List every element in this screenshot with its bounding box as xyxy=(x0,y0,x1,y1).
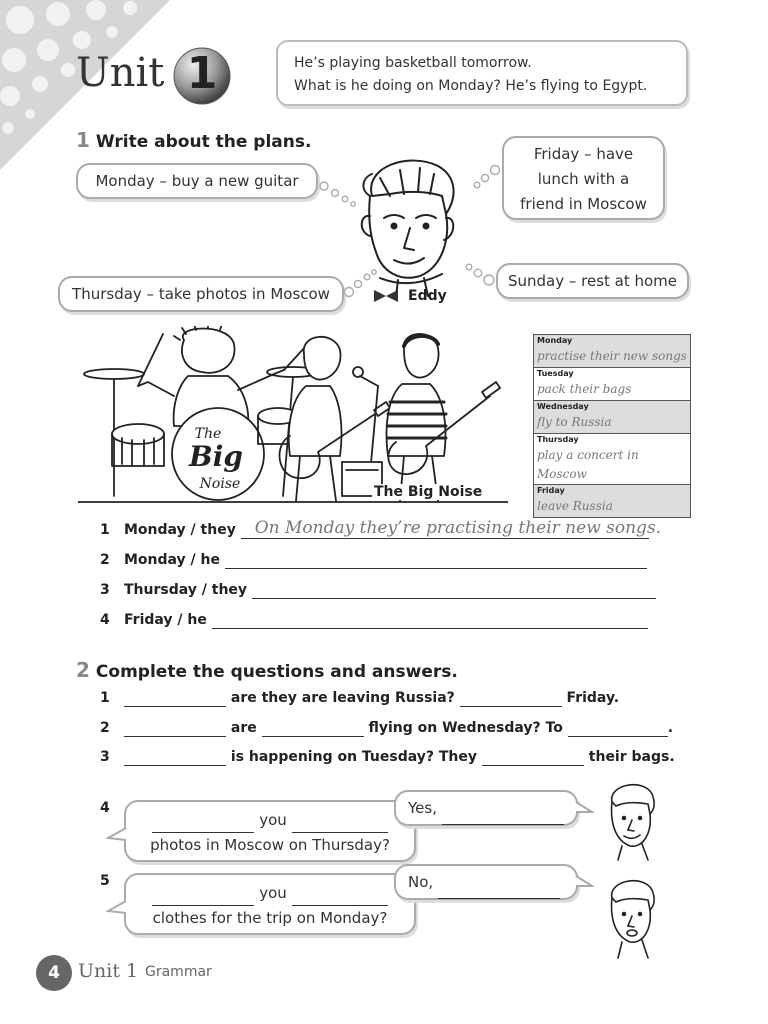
item-number: 3 xyxy=(100,749,110,765)
exercise-2-item xyxy=(100,690,700,707)
item-prompt: Monday / they xyxy=(124,522,236,538)
exercise-1-item xyxy=(100,518,662,539)
exercise-2-title: Complete the questions and answers. xyxy=(95,662,458,682)
eddy-illustration xyxy=(350,156,470,306)
grammar-example-box xyxy=(276,40,688,106)
blank[interactable] xyxy=(482,749,584,766)
exercise-1-title: Write about the plans. xyxy=(95,132,312,152)
exercise-1-number: 1 xyxy=(76,128,90,152)
item-number: 2 xyxy=(100,720,110,736)
item-number: 5 xyxy=(100,873,110,889)
schedule-table xyxy=(533,334,691,518)
answer-line[interactable] xyxy=(252,582,656,599)
band-label: The Big Noise xyxy=(374,484,483,500)
bubble-friday: Friday – have lunch with a friend in Moscow xyxy=(502,136,665,220)
blank[interactable] xyxy=(442,792,564,825)
schedule-row xyxy=(534,368,691,401)
schedule-row xyxy=(534,335,691,368)
schedule-day: Wednesday xyxy=(537,402,589,411)
page-number: 4 xyxy=(36,955,72,991)
item-text: their bags. xyxy=(588,749,675,765)
exercise-1-item xyxy=(100,612,660,629)
drum-text-line-1: The xyxy=(194,426,222,442)
eddy-face-small xyxy=(598,780,662,862)
schedule-plan: leave Russia xyxy=(537,499,613,513)
blank[interactable] xyxy=(124,690,226,707)
bubble-text: clothes for the trip on Monday? xyxy=(152,909,388,927)
schedule-plan: fly to Russia xyxy=(537,415,612,429)
bubble-text: Yes, xyxy=(408,799,437,817)
speech-tail xyxy=(574,800,594,816)
blank[interactable] xyxy=(460,690,562,707)
drum-text-line-2: Big xyxy=(189,440,243,473)
blank[interactable] xyxy=(152,808,254,833)
schedule-plan: pack their bags xyxy=(537,382,632,396)
item-prompt: Friday / he xyxy=(124,612,207,628)
schedule-plan: practise their new songs xyxy=(537,349,687,363)
footer-unit: Unit 1 xyxy=(78,960,139,982)
blank[interactable] xyxy=(262,720,364,737)
bubble-sunday: Sunday – rest at home xyxy=(496,263,689,299)
unit-number-badge xyxy=(172,46,232,106)
bubble-text: you xyxy=(259,811,287,829)
bubble-thursday: Thursday – take photos in Moscow xyxy=(58,276,344,312)
exercise-1-item xyxy=(100,552,660,569)
question-bubble-4 xyxy=(124,800,416,862)
exercise-2-heading xyxy=(76,658,458,682)
thought-dots-friday xyxy=(470,163,502,193)
grammar-line-1: He’s playing basketball tomorrow. xyxy=(294,55,532,71)
schedule-day: Tuesday xyxy=(537,369,574,378)
unit-number: 1 xyxy=(186,48,218,99)
item-text: Friday. xyxy=(566,690,620,706)
item-number: 4 xyxy=(100,800,110,816)
blank[interactable] xyxy=(124,720,226,737)
schedule-row xyxy=(534,434,691,485)
unit-title: Unit xyxy=(76,50,165,96)
answer-bubble-5 xyxy=(394,864,578,900)
blank[interactable] xyxy=(568,720,668,737)
speech-tail xyxy=(574,874,594,890)
item-prompt: Thursday / they xyxy=(124,582,248,598)
schedule-day: Friday xyxy=(537,486,565,495)
drum-text-line-3: Noise xyxy=(199,476,241,492)
exercise-1-heading xyxy=(76,128,311,152)
item-number: 1 xyxy=(100,690,110,706)
exercise-2-number: 2 xyxy=(76,658,90,682)
blank[interactable] xyxy=(292,881,388,906)
exercise-1-item xyxy=(100,582,660,599)
exercise-2-item xyxy=(100,720,720,737)
answer-line[interactable] xyxy=(225,552,647,569)
item-text: are xyxy=(230,720,257,736)
item-text: are they are leaving Russia? xyxy=(230,690,455,706)
speech-tail xyxy=(106,826,128,842)
item-number: 4 xyxy=(100,612,110,628)
blank[interactable] xyxy=(438,866,560,899)
item-number: 1 xyxy=(100,522,110,538)
blank[interactable] xyxy=(292,808,388,833)
item-text: flying on Wednesday? To xyxy=(368,720,563,736)
schedule-day: Monday xyxy=(537,336,573,345)
eddy-face-small-2 xyxy=(598,876,662,960)
speech-tail xyxy=(106,899,128,915)
schedule-row xyxy=(534,401,691,434)
item-prompt: Monday / he xyxy=(124,552,221,568)
eddy-label: Eddy xyxy=(408,288,447,304)
item-number: 2 xyxy=(100,552,110,568)
grammar-line-2: What is he doing on Monday? He’s flying to Egypt. xyxy=(294,78,648,94)
bubble-monday: Monday – buy a new guitar xyxy=(76,163,318,199)
schedule-plan: play a concert in Moscow xyxy=(537,448,639,481)
band-illustration xyxy=(78,326,508,506)
blank[interactable] xyxy=(124,749,226,766)
answer-line[interactable] xyxy=(212,612,648,629)
item-text: . xyxy=(667,720,674,736)
question-bubble-5 xyxy=(124,873,416,935)
item-number: 3 xyxy=(100,582,110,598)
example-answer: On Monday they’re practising their new songs. xyxy=(254,518,662,538)
schedule-row xyxy=(534,485,691,518)
footer-section: Grammar xyxy=(145,964,212,980)
bubble-text: No, xyxy=(408,873,434,891)
blank[interactable] xyxy=(152,881,254,906)
item-text: is happening on Tuesday? They xyxy=(230,749,478,765)
bubble-text: photos in Moscow on Thursday? xyxy=(150,836,390,854)
exercise-2-item xyxy=(100,749,720,766)
answer-bubble-4 xyxy=(394,790,578,826)
bubble-text: you xyxy=(259,884,287,902)
answer-line[interactable] xyxy=(241,518,662,539)
schedule-day: Thursday xyxy=(537,435,579,444)
